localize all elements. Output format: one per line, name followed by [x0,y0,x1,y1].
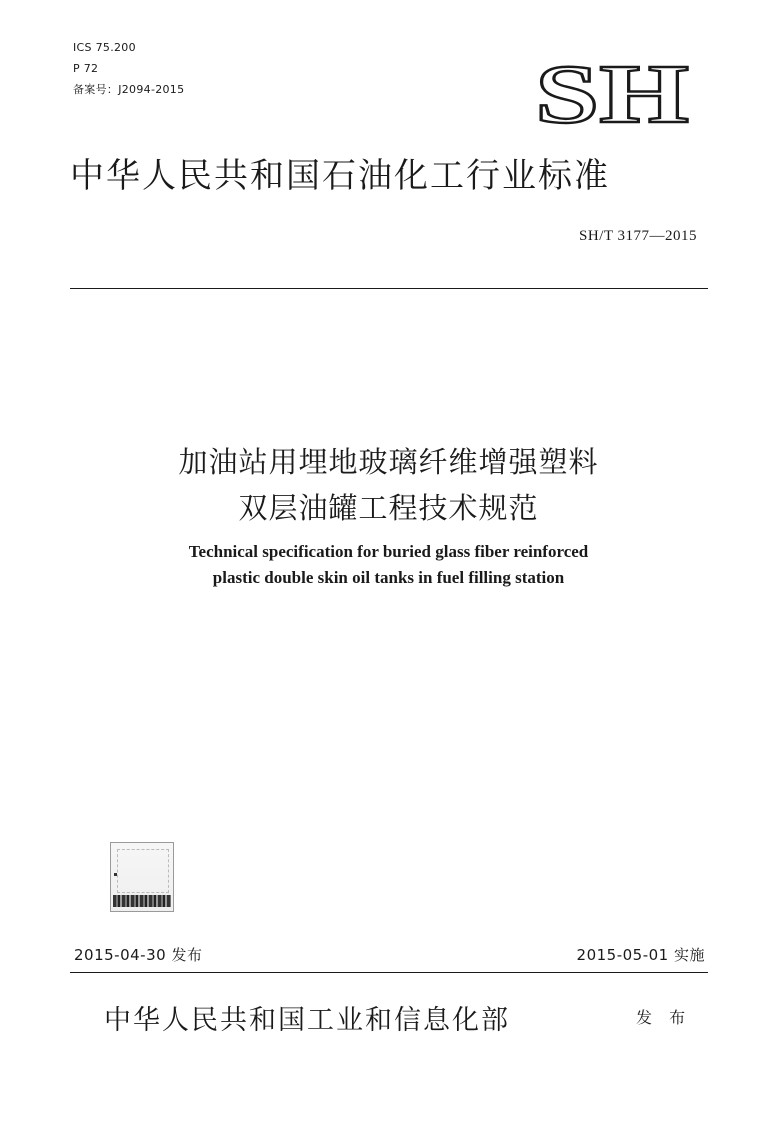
sticker-strip [113,895,171,907]
ccs-code: P 72 [73,62,99,75]
anti-counterfeit-sticker [110,842,174,912]
sh-logo [532,56,692,130]
header-divider [70,288,708,289]
sticker-frame [117,849,169,893]
sh-logo-text: SH [535,56,689,130]
standard-category: 中华人民共和国石油化工行业标准 [70,156,610,196]
implementation-date: 2015-05-01 实施 [576,946,705,964]
ics-code: ICS 75.200 [73,41,136,54]
title-cn-line2: 双层油罐工程技术规范 [238,491,539,525]
sticker-mark [114,873,117,876]
issuer-verb: 发 布 [636,1008,692,1027]
title-cn-line1: 加油站用埋地玻璃纤维增强塑料 [178,445,599,479]
title-en-line1: Technical specification for buried glass fiber reinforced [188,542,589,561]
footer-divider [70,972,708,973]
title-en-line2: plastic double skin oil tanks in fuel filling station [212,568,565,587]
issue-date: 2015-04-30 发布 [74,946,203,964]
issuing-authority: 中华人民共和国工业和信息化部 [104,1005,510,1036]
standard-number: SH/T 3177—2015 [579,228,697,244]
record-number: 备案号：J2094-2015 [73,83,185,96]
